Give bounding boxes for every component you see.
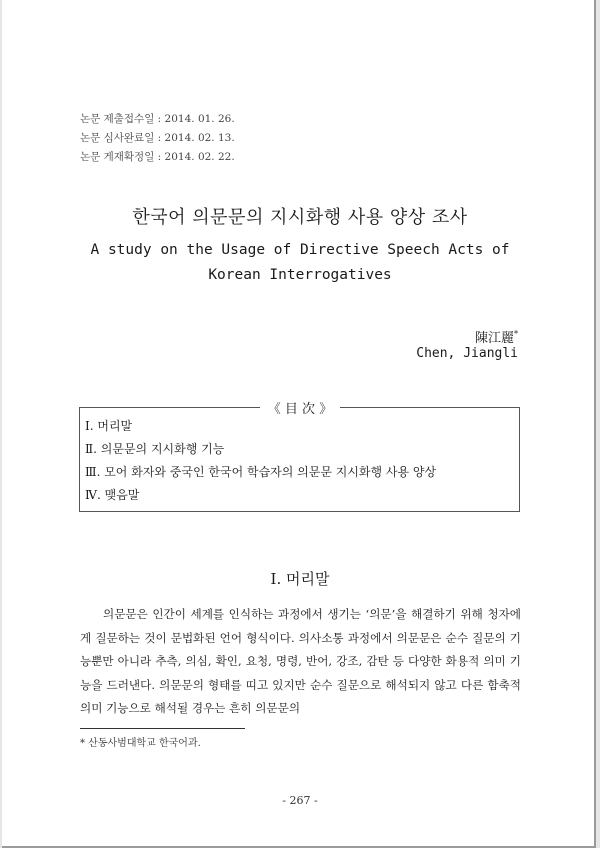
toc-item-1: Ⅰ. 머리말: [85, 419, 133, 433]
toc-item-3: Ⅲ. 모어 화자와 중국인 한국어 학습자의 의문문 지시화행 사용 양상: [85, 465, 437, 479]
footnote-divider: [80, 728, 245, 729]
date-submitted: 논문 제출접수일 : 2014. 01. 26.: [80, 113, 235, 125]
submission-dates: [80, 110, 235, 167]
author-name-hanja: [475, 327, 518, 346]
paper-title-english: A study on the Usage of Directive Speech Acts of Korean Interrogatives: [90, 242, 510, 283]
body-text: [80, 603, 521, 721]
toc-item-2: Ⅱ. 의문문의 지시화행 기능: [85, 442, 225, 456]
author-hanja-text: 陳江麗: [474, 331, 514, 346]
paper-title-korean: 한국어 의문문의 지시화행 사용 양상 조사: [132, 207, 468, 228]
section-heading: Ⅰ. 머리말: [270, 570, 330, 588]
page-number: - 267 -: [282, 794, 318, 807]
footnote: * 산동사범대학교 한국어과.: [80, 738, 201, 749]
toc-item-4: Ⅳ. 맺음말: [85, 488, 140, 502]
body-paragraph: 의문문은 인간이 세계를 인식하는 과정에서 생기는 ‘의문’을 해결하기 위해 청자에게 질문하는 것이 문법화된 언어 형식이다. 의사소통 과정에서 의문문은 순수 질문의 기능뿐만 아니라 추측, 의심, 확인, 요청, 명령, 반어, 강조, 감탄 등 다양한 화용적 의미 기능을 드러낸다. 의문문의 형태를 띠고 있지만 순수 질문으로 해석되지 않고 다른 함축적 의미 기능으로 해석될 경우는 흔히 의문문의: [80, 607, 521, 716]
author-name-english: Chen, Jiangli: [416, 346, 518, 361]
date-reviewed: 논문 심사완료일 : 2014. 02. 13.: [80, 132, 235, 144]
author-footnote-mark: *: [514, 329, 518, 339]
date-accepted: 논문 게재확정일 : 2014. 02. 22.: [80, 151, 235, 163]
toc-list: [85, 415, 436, 507]
toc-title-text: 《 目 次 》: [260, 402, 340, 417]
